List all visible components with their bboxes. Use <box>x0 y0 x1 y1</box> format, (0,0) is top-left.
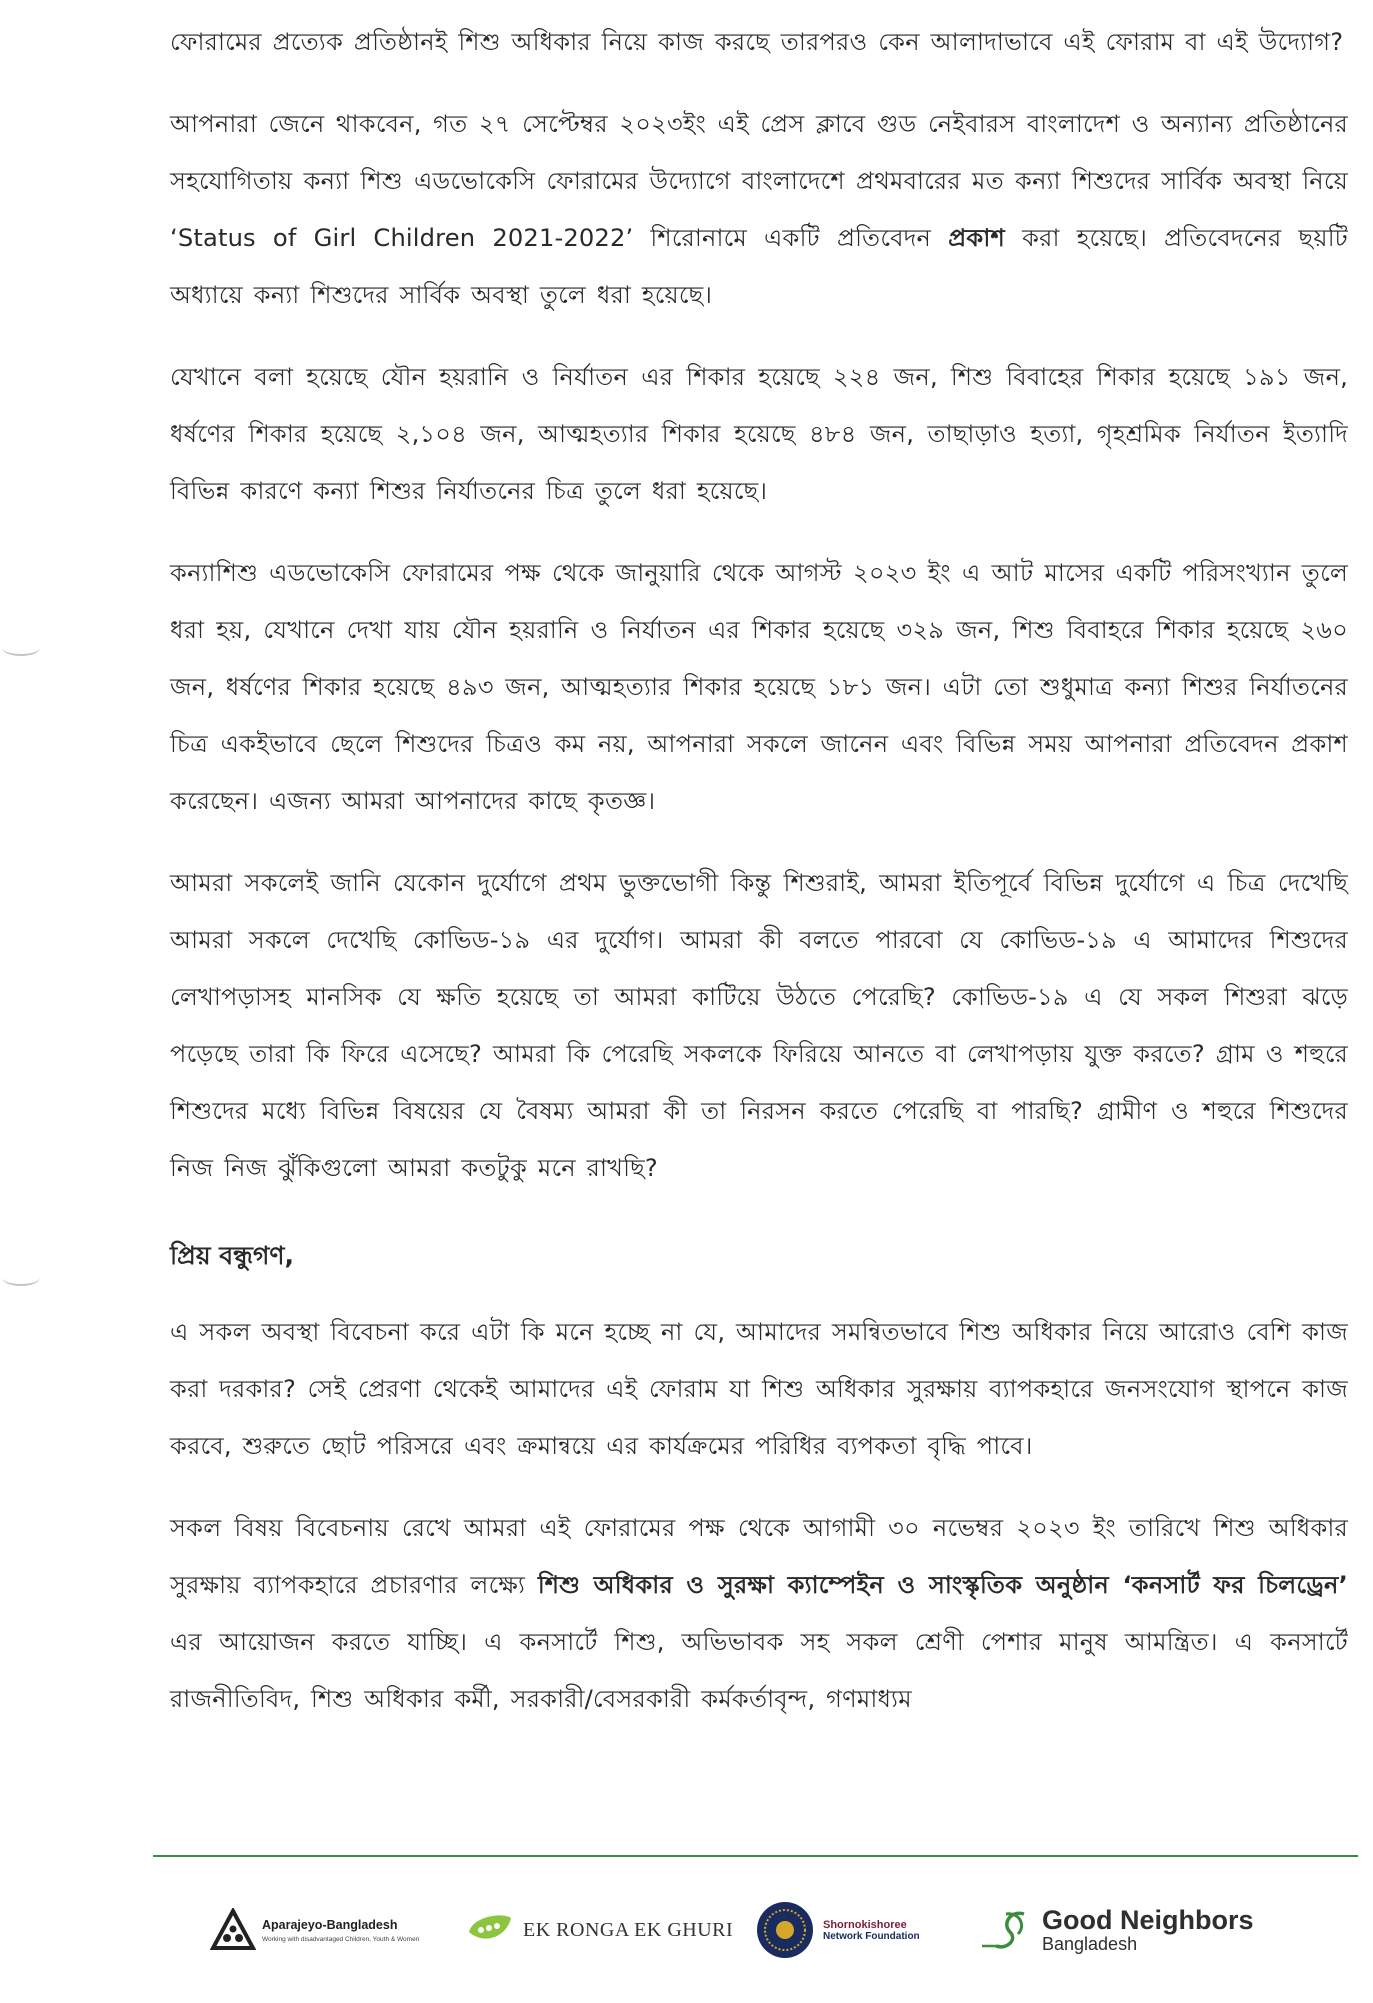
document-body <box>170 14 1348 1753</box>
kite-leaf-icon <box>465 1910 515 1950</box>
logo-aparajeyo-name: Aparajeyo-Bangladesh <box>262 1917 398 1932</box>
punch-hole-mark-bottom <box>2 1270 40 1286</box>
paragraph-status-report: আপনারা জেনে থাকবেন, গত ২৭ সেপ্টেম্বর ২০২৩ইং এই প্রেস ক্লাবে গুড নেইবারস বাংলাদেশ ও অন্যান্য প্রতিষ্ঠানের সহযোগিতায় কন্যা শিশু এডভোকেসি ফোরামের উদ্যোগে বাংলাদেশে প্রথমবারের মত কন্যা শিশুদের সার্বিক অবস্থা নিয়ে ‘Status of Girl Children 2021-2022’ শিরোনামে একটি প্রতিবেদন প্রকাশ করা হয়েছে। প্রতিবেদনের ছয়টি অধ্যায়ে কন্যা শিশুদের সার্বিক অবস্থা তুলে ধরা হয়েছে। <box>170 110 1348 309</box>
bold-published: প্রকাশ <box>948 224 1005 252</box>
greeting-heading: প্রিয় বন্ধুগণ, <box>170 1241 294 1270</box>
bold-campaign-title: শিশু অধিকার ও সুরক্ষা ক্যাম্পেইন ও সাংস্কৃতিক অনুষ্ঠান ‘কনসার্ট ফর চিলড্রেন’ <box>537 1571 1348 1599</box>
logo-shornokishoree-name: Shornokishoree <box>823 1918 907 1931</box>
paragraph-coordinated-work: এ সকল অবস্থা বিবেচনা করে এটা কি মনে হচ্ছে না যে, আমাদের সমন্বিতভাবে শিশু অধিকার নিয়ে আরোও বেশি কাজ করা দরকার? সেই প্রেরণা থেকেই আমাদের এই ফোরাম যা শিশু অধিকার সুরক্ষায় ব্যাপকহারে জনসংযোগ স্থাপনে কাজ করবে, শুরুতে ছোট পরিসরে এবং ক্রমান্বয়ে এর কার্যক্রমের পরিধির ব্যপকতা বৃদ্ধি পাবে। <box>170 1318 1348 1460</box>
logo-ek-ronga-ek-ghuri <box>465 1895 733 1965</box>
paragraph-report-statistics: যেখানে বলা হয়েছে যৌন হয়রানি ও নির্যাতন এর শিকার হয়েছে ২২৪ জন, শিশু বিবাহের শিকার হয়েছে ১৯১ জন, ধর্ষণের শিকার হয়েছে ২,১০৪ জন, আত্মহত্যার শিকার হয়েছে ৪৮৪ জন, তাছাড়াও হত্যা, গৃহশ্রমিক নির্যাতন ইত্যাদি বিভিন্ন কারণে কন্যা শিশুর নির্যাতনের চিত্র তুলে ধরা হয়েছে। <box>170 363 1348 505</box>
footer-divider <box>153 1855 1358 1857</box>
logo-shornokishoree <box>755 1895 920 1965</box>
logo-aparajeyo-tagline: Working with disadvantaged Children, Youth & Women <box>262 1935 420 1943</box>
paragraph-forum-question: ফোরামের প্রত্যেক প্রতিষ্ঠানই শিশু অধিকার নিয়ে কাজ করছে তারপরও কেন আলাদাভাবে এই ফোরাম বা এই উদ্যোগ? <box>170 28 1344 56</box>
paragraph-concert-announcement: সকল বিষয় বিবেচনায় রেখে আমরা এই ফোরামের পক্ষ থেকে আগামী ৩০ নভেম্বর ২০২৩ ইং তারিখে শিশু অধিকার সুরক্ষায় ব্যাপকহারে প্রচারণার লক্ষ্যে শিশু অধিকার ও সুরক্ষা ক্যাম্পেইন ও সাংস্কৃতিক অনুষ্ঠান ‘কনসার্ট ফর চিলড্রেন’ এর আয়োজন করতে যাচ্ছি। এ কনসার্টে শিশু, অভিভাবক সহ সকল শ্রেণী পেশার মানুষ আমন্ত্রিত। এ কনসার্টে রাজনীতিবিদ, শিশু অধিকার কর্মী, সরকারী/বেসরকারী কর্মকর্তাবৃন্দ, গণমাধ্যম <box>170 1514 1348 1713</box>
paragraph-forum-statistics: কন্যাশিশু এডভোকেসি ফোরামের পক্ষ থেকে জানুয়ারি থেকে আগস্ট ২০২৩ ইং এ আট মাসের একটি পরিসংখ্যান তুলে ধরা হয়, যেখানে দেখা যায় যৌন হয়রানি ও নির্যাতন এর শিকার হয়েছে ৩২৯ জন, শিশু বিবাহরে শিকার হয়েছে ২৬০ জন, ধর্ষণের শিকার হয়েছে ৪৯৩ জন, আত্মহত্যার শিকার হয়েছে ১৮১ জন। এটা তো শুধুমাত্র কন্যা শিশুর নির্যাতনের চিত্র একইভাবে ছেলে শিশুদের চিত্রও কম নয়, আপনারা সকলে জানেন এবং বিভিন্ন সময় আপনারা প্রতিবেদন প্রকাশ করেছেন। এজন্য আমরা আপনাদের কাছে কৃতজ্ঞ। <box>170 559 1348 815</box>
logo-good-neighbors-sub: Bangladesh <box>1042 1934 1138 1954</box>
logo-good-neighbors-name: Good Neighbors <box>1042 1905 1254 1935</box>
logo-shornokishoree-sub: Network Foundation <box>823 1930 920 1942</box>
aparajeyo-triangle-icon <box>210 1908 256 1952</box>
footer-logos <box>210 1895 1320 1965</box>
logo-ek-ronga-name: EK RONGA EK GHURI <box>523 1918 734 1941</box>
shornokishoree-seal-icon <box>755 1900 815 1960</box>
logo-aparajeyo <box>210 1895 419 1965</box>
good-neighbors-mark-icon <box>980 1906 1036 1954</box>
logo-good-neighbors <box>980 1895 1254 1965</box>
punch-hole-mark-top <box>2 640 40 656</box>
paragraph-disaster-covid: আমরা সকলেই জানি যেকোন দুর্যোগে প্রথম ভুক্তভোগী কিন্তু শিশুরাই, আমরা ইতিপূর্বে বিভিন্ন দুর্যোগে এ চিত্র দেখেছি আমরা সকলে দেখেছি কোভিড-১৯ এর দুর্যোগ। আমরা কী বলতে পারবো যে কোভিড-১৯ এ আমাদের শিশুদের লেখাপড়াসহ মানসিক যে ক্ষতি হয়েছে তা আমরা কাটিয়ে উঠতে পেরেছি? কোভিড-১৯ এ যে সকল শিশুরা ঝড়ে পড়েছে তারা কি ফিরে এসেছে? আমরা কি পেরেছি সকলকে ফিরিয়ে আনতে বা লেখাপড়ায় যুক্ত করতে? গ্রাম ও শহুরে শিশুদের মধ্যে বিভিন্ন বিষয়ের যে বৈষম্য আমরা কী তা নিরসন করতে পেরেছি বা পারছি? গ্রামীণ ও শহুরে শিশুদের নিজ নিজ ঝুঁকিগুলো আমরা কতটুকু মনে রাখছি? <box>170 869 1348 1182</box>
